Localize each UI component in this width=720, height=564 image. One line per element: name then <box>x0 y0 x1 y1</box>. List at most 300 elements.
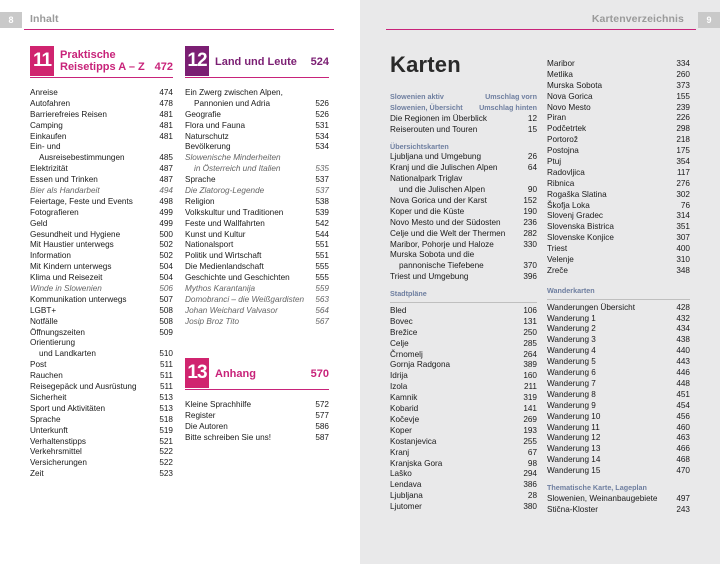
left-header-rule <box>24 29 334 30</box>
toc-entry-page: 537 <box>315 175 329 185</box>
toc-entry-page: 485 <box>159 153 173 163</box>
toc-entry-page: 314 <box>676 211 690 221</box>
toc-entry-title: Bevölkerung <box>185 142 231 152</box>
toc-entry <box>185 164 329 175</box>
toc-entry <box>390 317 537 328</box>
toc-entry-title: Velenje <box>547 255 574 265</box>
toc-entry-page: 307 <box>676 233 690 243</box>
toc-entry-title: Bitte schreiben Sie uns! <box>185 432 272 442</box>
toc-entry <box>185 186 329 197</box>
slovenien-aktiv-label: Slowenien aktiv <box>390 92 444 101</box>
slovenien-uebersicht-label: Slowenien, Übersicht <box>390 102 463 112</box>
toc-entry-page: 564 <box>315 305 329 315</box>
toc-entry-page: 319 <box>523 393 537 403</box>
toc-entry-title: Mythos Karantanija <box>185 284 256 294</box>
toc-entry <box>390 125 537 136</box>
toc-entry-page: 211 <box>523 382 537 392</box>
toc-entry <box>185 284 329 295</box>
toc-entry-page: 175 <box>676 146 690 156</box>
toc-entry-title: Wanderung 12 <box>547 433 601 443</box>
toc-entry-page: 370 <box>523 261 537 271</box>
chapter-13-list <box>185 400 329 444</box>
slovenien-aktiv-row <box>390 92 537 103</box>
toc-entry <box>30 240 173 251</box>
toc-entry-page: 76 <box>680 200 690 210</box>
chapter-11-list <box>30 88 173 480</box>
toc-entry-page: 269 <box>523 414 537 424</box>
toc-entry-title: Postojna <box>547 146 579 156</box>
chapter-11-heading <box>30 46 173 78</box>
toc-entry-page: 555 <box>315 262 329 272</box>
toc-entry-title: Wanderung 4 <box>547 346 596 356</box>
toc-entry-page: 106 <box>523 306 537 316</box>
toc-entry-title: Lendava <box>390 480 422 490</box>
toc-entry-page: 506 <box>159 284 173 294</box>
toc-entry-title: Zeit <box>30 469 44 479</box>
toc-entry-title: Stična-Kloster <box>547 504 598 514</box>
toc-entry-page: 298 <box>676 124 690 134</box>
toc-entry-page: 428 <box>676 302 690 312</box>
toc-entry-title: Kočevje <box>390 414 420 424</box>
toc-entry <box>30 371 173 382</box>
toc-entry <box>30 404 173 415</box>
toc-entry-title: Josip Broz Tito <box>185 316 240 326</box>
toc-entry-title: Naturschutz <box>185 131 229 141</box>
toc-entry-page: 155 <box>676 91 690 101</box>
toc-entry <box>390 185 537 196</box>
toc-entry <box>30 164 173 175</box>
toc-entry-title: Reiserouten und Touren <box>390 124 478 134</box>
toc-entry-page: 389 <box>523 360 537 370</box>
toc-entry-title: Domobranci – die Weißgardisten <box>185 294 305 304</box>
karten-column-1 <box>390 92 537 513</box>
toc-entry <box>390 114 537 125</box>
toc-entry <box>185 219 329 230</box>
toc-entry <box>547 455 690 466</box>
toc-entry-title: Wanderung 13 <box>547 444 601 454</box>
toc-entry-page: 523 <box>159 469 173 479</box>
chapter-12 <box>185 46 329 328</box>
toc-entry-title: Novo Mesto <box>547 102 591 112</box>
toc-entry <box>30 437 173 448</box>
toc-entry-page: 236 <box>523 217 537 227</box>
toc-entry-title: Mit Kindern unterwegs <box>30 262 112 272</box>
toc-entry-page: 481 <box>159 109 173 119</box>
toc-entry-title: Kostanjevica <box>390 436 437 446</box>
slovenien-aktiv-page: Umschlag vorn <box>485 92 537 101</box>
toc-entry-page: 26 <box>527 152 537 162</box>
toc-entry <box>30 426 173 437</box>
toc-entry <box>390 261 537 272</box>
toc-entry <box>390 152 537 163</box>
toc-entry-title: Novo Mesto und der Südosten <box>390 217 501 227</box>
toc-entry-page: 351 <box>676 222 690 232</box>
toc-entry <box>547 412 690 423</box>
toc-entry-title: Metlika <box>547 69 573 79</box>
toc-entry-page: 334 <box>676 59 690 68</box>
toc-entry <box>185 273 329 284</box>
toc-entry-page: 12 <box>527 113 537 123</box>
toc-entry-page: 526 <box>315 109 329 119</box>
toc-entry <box>390 502 537 513</box>
toc-entry-page: 276 <box>676 178 690 188</box>
toc-entry <box>30 186 173 197</box>
toc-entry-page: 28 <box>527 491 537 501</box>
toc-entry-title: Ljubljana und Umgebung <box>390 152 482 162</box>
toc-entry <box>390 229 537 240</box>
toc-entry-page: 117 <box>676 167 690 177</box>
toc-entry <box>30 142 173 153</box>
toc-entry <box>547 201 690 212</box>
toc-entry <box>547 466 690 477</box>
toc-entry-page: 521 <box>159 436 173 446</box>
toc-entry-page: 587 <box>315 432 329 442</box>
toc-entry-title: Črnomelj <box>390 349 423 359</box>
toc-entry <box>30 273 173 284</box>
chapter-11-title <box>60 49 145 73</box>
toc-entry-title: Verhaltenstipps <box>30 436 86 446</box>
toc-entry <box>185 153 329 164</box>
toc-entry-title: Kranj <box>390 447 410 457</box>
toc-entry-page: 470 <box>676 466 690 476</box>
toc-entry <box>390 240 537 251</box>
toc-entry-title: Kleine Sprachhilfe <box>185 400 251 409</box>
toc-entry-page: 498 <box>159 196 173 206</box>
chapter-13 <box>185 358 329 444</box>
toc-entry <box>30 121 173 132</box>
toc-entry-page: 481 <box>159 131 173 141</box>
toc-entry-title: Religion <box>185 196 215 206</box>
toc-entry <box>185 132 329 143</box>
toc-entry-page: 67 <box>527 447 537 457</box>
toc-entry-page: 460 <box>676 422 690 432</box>
toc-entry <box>390 163 537 174</box>
toc-entry-title: Wanderungen Übersicht <box>547 302 635 312</box>
toc-entry-title: Wanderung 6 <box>547 368 596 378</box>
toc-entry-title: Register <box>185 410 216 420</box>
toc-entry-title: Kommunikation unterwegs <box>30 294 127 304</box>
toc-entry <box>185 99 329 110</box>
toc-entry-title: Ein Zwerg zwischen Alpen, <box>185 88 283 97</box>
toc-entry <box>30 197 173 208</box>
uebersichtskarten-list <box>390 152 537 283</box>
toc-entry-page: 440 <box>676 346 690 356</box>
toc-entry-page: 466 <box>676 444 690 454</box>
toc-entry <box>30 110 173 121</box>
toc-entry <box>390 437 537 448</box>
toc-entry-page: 539 <box>315 207 329 217</box>
toc-entry-page: 487 <box>159 164 173 174</box>
toc-entry-page: 551 <box>315 240 329 250</box>
toc-entry-title: Kamnik <box>390 393 418 403</box>
toc-entry-page: 508 <box>159 316 173 326</box>
toc-entry-title: Nationalpark Triglav <box>390 174 463 184</box>
toc-entry <box>547 324 690 335</box>
toc-entry-title: Ljubljana <box>390 491 423 501</box>
toc-entry-title: Bovec <box>390 316 413 326</box>
toc-entry-title: Mit Haustier unterwegs <box>30 240 114 250</box>
toc-entry-page: 567 <box>315 316 329 326</box>
toc-entry-title: Kranj und die Julischen Alpen <box>390 163 498 173</box>
toc-entry <box>547 81 690 92</box>
toc-entry-page: 239 <box>676 102 690 112</box>
toc-entry-title: Slowenien, Weinanbaugebiete <box>547 493 658 503</box>
toc-entry-page: 310 <box>676 255 690 265</box>
chapter-13-number: 13 <box>185 358 209 388</box>
toc-entry-title: Ausreisebestimmungen <box>39 153 125 163</box>
toc-entry-page: 193 <box>523 425 537 435</box>
toc-entry-title: Verkehrsmittel <box>30 447 82 457</box>
toc-entry-page: 499 <box>159 218 173 228</box>
toc-entry <box>185 433 329 444</box>
toc-entry-page: 497 <box>676 493 690 503</box>
toc-entry <box>30 230 173 241</box>
toc-entry-title: Wanderung 3 <box>547 335 596 345</box>
toc-entry-page: 499 <box>159 207 173 217</box>
toc-entry-page: 386 <box>523 480 537 490</box>
toc-entry <box>547 190 690 201</box>
toc-entry-page: 255 <box>523 436 537 446</box>
toc-entry-title: Unterkunft <box>30 425 68 435</box>
toc-entry-title: Flora und Fauna <box>185 120 246 130</box>
toc-entry <box>390 328 537 339</box>
toc-entry-title: Triest und Umgebung <box>390 272 469 282</box>
toc-entry-title: Wanderung 2 <box>547 324 596 334</box>
thematische-karte-heading: Thematische Karte, Lageplan <box>547 482 647 492</box>
toc-entry <box>30 447 173 458</box>
toc-entry-title: Sprache <box>185 175 216 185</box>
toc-entry-title: Kobarid <box>390 404 419 414</box>
toc-entry <box>390 196 537 207</box>
toc-entry-title: Die Zlatorog-Legende <box>185 186 265 196</box>
toc-entry-title: Radovljica <box>547 167 585 177</box>
toc-entry-page: 190 <box>523 206 537 216</box>
toc-entry <box>390 491 537 502</box>
toc-entry-title: Ein- und <box>30 142 61 152</box>
toc-entry <box>185 208 329 219</box>
toc-entry <box>547 103 690 114</box>
left-running-title: Inhalt <box>30 13 59 25</box>
toc-entry-title: Fotografieren <box>30 207 79 217</box>
toc-entry <box>30 175 173 186</box>
right-page-header <box>360 0 720 30</box>
toc-entry-page: 348 <box>676 265 690 275</box>
toc-entry <box>547 314 690 325</box>
toc-entry <box>185 88 329 99</box>
stadtplaene-list-continued <box>547 59 690 277</box>
toc-entry-title: Wanderung 14 <box>547 455 601 465</box>
toc-entry <box>185 317 329 328</box>
toc-entry-title: Celje und die Welt der Thermen <box>390 228 506 238</box>
toc-entry-page: 400 <box>676 244 690 254</box>
toc-entry-page: 509 <box>159 327 173 337</box>
toc-entry-page: 508 <box>159 305 173 315</box>
toc-entry <box>390 339 537 350</box>
toc-entry <box>547 444 690 455</box>
toc-entry-page: 90 <box>527 185 537 195</box>
chapter-12-heading <box>185 46 329 78</box>
toc-entry-page: 511 <box>159 371 173 381</box>
toc-entry-title: Essen und Trinken <box>30 175 98 185</box>
toc-entry-page: 572 <box>315 400 329 409</box>
wanderkarten-heading: Wanderkarten <box>547 285 595 295</box>
toc-entry <box>30 458 173 469</box>
toc-entry <box>30 338 173 349</box>
toc-entry-title: Information <box>30 251 71 261</box>
thematische-karte-list <box>547 494 690 516</box>
toc-entry-title: Reisegepäck und Ausrüstung <box>30 382 137 392</box>
toc-entry-page: 518 <box>159 414 173 424</box>
karten-top-list <box>390 114 537 136</box>
toc-entry <box>185 306 329 317</box>
toc-entry <box>547 255 690 266</box>
toc-entry-page: 260 <box>676 69 690 79</box>
toc-entry-page: 15 <box>527 124 537 134</box>
chapter-12-number: 12 <box>185 46 209 76</box>
toc-entry <box>547 157 690 168</box>
toc-entry-title: Wanderung 11 <box>547 422 600 432</box>
toc-entry-title: Geschichte und Geschichten <box>185 273 290 283</box>
toc-entry-title: Kranjska Gora <box>390 458 443 468</box>
toc-entry <box>547 346 690 357</box>
toc-entry-page: 510 <box>159 349 173 359</box>
toc-entry <box>390 448 537 459</box>
toc-entry <box>547 303 690 314</box>
toc-entry-page: 250 <box>523 327 537 337</box>
toc-entry-page: 373 <box>676 80 690 90</box>
toc-entry-title: Zreče <box>547 265 568 275</box>
toc-entry-title: Autofahren <box>30 98 71 108</box>
chapter-11-title-line2: Reisetipps A – Z <box>60 61 145 73</box>
toc-entry <box>30 469 173 480</box>
toc-entry-page: 396 <box>523 272 537 282</box>
chapter-12-page: 524 <box>310 56 329 68</box>
toc-entry-page: 513 <box>159 403 173 413</box>
toc-entry-page: 380 <box>523 502 537 512</box>
toc-entry <box>547 135 690 146</box>
toc-entry <box>547 423 690 434</box>
toc-entry-title: Sicherheit <box>30 392 67 402</box>
toc-entry-page: 500 <box>159 229 173 239</box>
toc-entry-title: Maribor <box>547 59 575 68</box>
slovenien-uebersicht-row <box>390 103 537 114</box>
toc-entry-page: 468 <box>676 455 690 465</box>
toc-entry-title: Slowenische Minderheiten <box>185 153 281 163</box>
stadtplaene-list <box>390 306 537 513</box>
toc-entry <box>390 404 537 415</box>
chapter-12-list <box>185 88 329 328</box>
slovenien-uebersicht-page: Umschlag hinten <box>479 102 537 112</box>
toc-entry <box>30 360 173 371</box>
toc-entry-title: Wanderung 1 <box>547 313 596 323</box>
toc-entry-title: Klima und Reisezeit <box>30 273 103 283</box>
toc-entry-page: 438 <box>676 335 690 345</box>
toc-entry <box>185 230 329 241</box>
toc-entry-title: Gornja Radgona <box>390 360 451 370</box>
toc-entry-title: Škofja Loka <box>547 200 590 210</box>
toc-entry-title: Anreise <box>30 88 58 97</box>
toc-entry-title: Öffnungszeiten <box>30 327 85 337</box>
toc-entry-title: Camping <box>30 120 63 130</box>
toc-entry <box>547 179 690 190</box>
toc-entry <box>390 480 537 491</box>
toc-entry <box>30 415 173 426</box>
toc-entry-title: Sprache <box>30 414 61 424</box>
chapter-13-page: 570 <box>310 368 329 380</box>
toc-entry-title: LGBT+ <box>30 305 57 315</box>
toc-entry <box>30 251 173 262</box>
toc-entry-title: Winde in Slowenien <box>30 284 102 294</box>
toc-entry-page: 487 <box>159 175 173 185</box>
toc-entry-page: 141 <box>523 404 537 414</box>
toc-entry-page: 535 <box>315 164 329 174</box>
toc-entry-page: 522 <box>159 447 173 457</box>
toc-entry <box>390 469 537 480</box>
toc-entry-title: pannonische Tiefebene <box>399 261 484 271</box>
toc-entry <box>547 368 690 379</box>
toc-entry <box>30 153 173 164</box>
toc-entry-title: Nationalsport <box>185 240 234 250</box>
toc-entry-page: 226 <box>676 113 690 123</box>
toc-entry-title: Volkskultur und Traditionen <box>185 207 284 217</box>
toc-entry-page: 563 <box>315 294 329 304</box>
toc-entry-title: Wanderung 15 <box>547 466 601 476</box>
toc-entry-title: Pannonien und Adria <box>194 98 271 108</box>
right-page-number: 9 <box>698 12 720 28</box>
toc-entry-page: 522 <box>159 458 173 468</box>
toc-entry-page: 354 <box>676 157 690 167</box>
toc-entry <box>390 207 537 218</box>
toc-entry-title: Wanderung 5 <box>547 357 596 367</box>
toc-entry-title: Barrierefreies Reisen <box>30 109 107 119</box>
toc-entry-title: Murska Sobota und die <box>390 250 475 260</box>
toc-entry <box>390 174 537 185</box>
toc-entry-title: Einkaufen <box>30 131 67 141</box>
toc-entry <box>30 99 173 110</box>
chapter-13-heading <box>185 358 329 390</box>
toc-entry <box>30 262 173 273</box>
toc-entry-page: 534 <box>315 142 329 152</box>
toc-entry-title: Wanderung 9 <box>547 400 596 410</box>
right-header-rule <box>386 29 696 30</box>
toc-entry <box>547 505 690 516</box>
toc-entry <box>547 211 690 222</box>
toc-entry <box>390 426 537 437</box>
toc-entry <box>30 317 173 328</box>
toc-entry-page: 302 <box>676 189 690 199</box>
toc-entry-page: 285 <box>523 338 537 348</box>
toc-entry-page: 98 <box>527 458 537 468</box>
toc-entry-title: in Österreich und Italien <box>194 164 281 174</box>
toc-entry-title: Die Medienlandschaft <box>185 262 264 272</box>
toc-entry-title: Koper <box>390 425 412 435</box>
toc-entry-page: 446 <box>676 368 690 378</box>
toc-entry-title: Bier als Handarbeit <box>30 186 100 196</box>
toc-entry-page: 264 <box>523 349 537 359</box>
toc-entry-page: 432 <box>676 313 690 323</box>
stadtplaene-heading: Stadtpläne <box>390 289 427 299</box>
toc-entry <box>185 251 329 262</box>
toc-entry-page: 456 <box>676 411 690 421</box>
toc-entry-page: 555 <box>315 273 329 283</box>
toc-entry-title: Kunst und Kultur <box>185 229 246 239</box>
toc-entry-title: Sport und Aktivitäten <box>30 403 106 413</box>
toc-entry <box>185 240 329 251</box>
toc-entry-page: 481 <box>159 120 173 130</box>
toc-entry <box>30 328 173 339</box>
toc-entry <box>30 306 173 317</box>
toc-entry-page: 502 <box>159 251 173 261</box>
